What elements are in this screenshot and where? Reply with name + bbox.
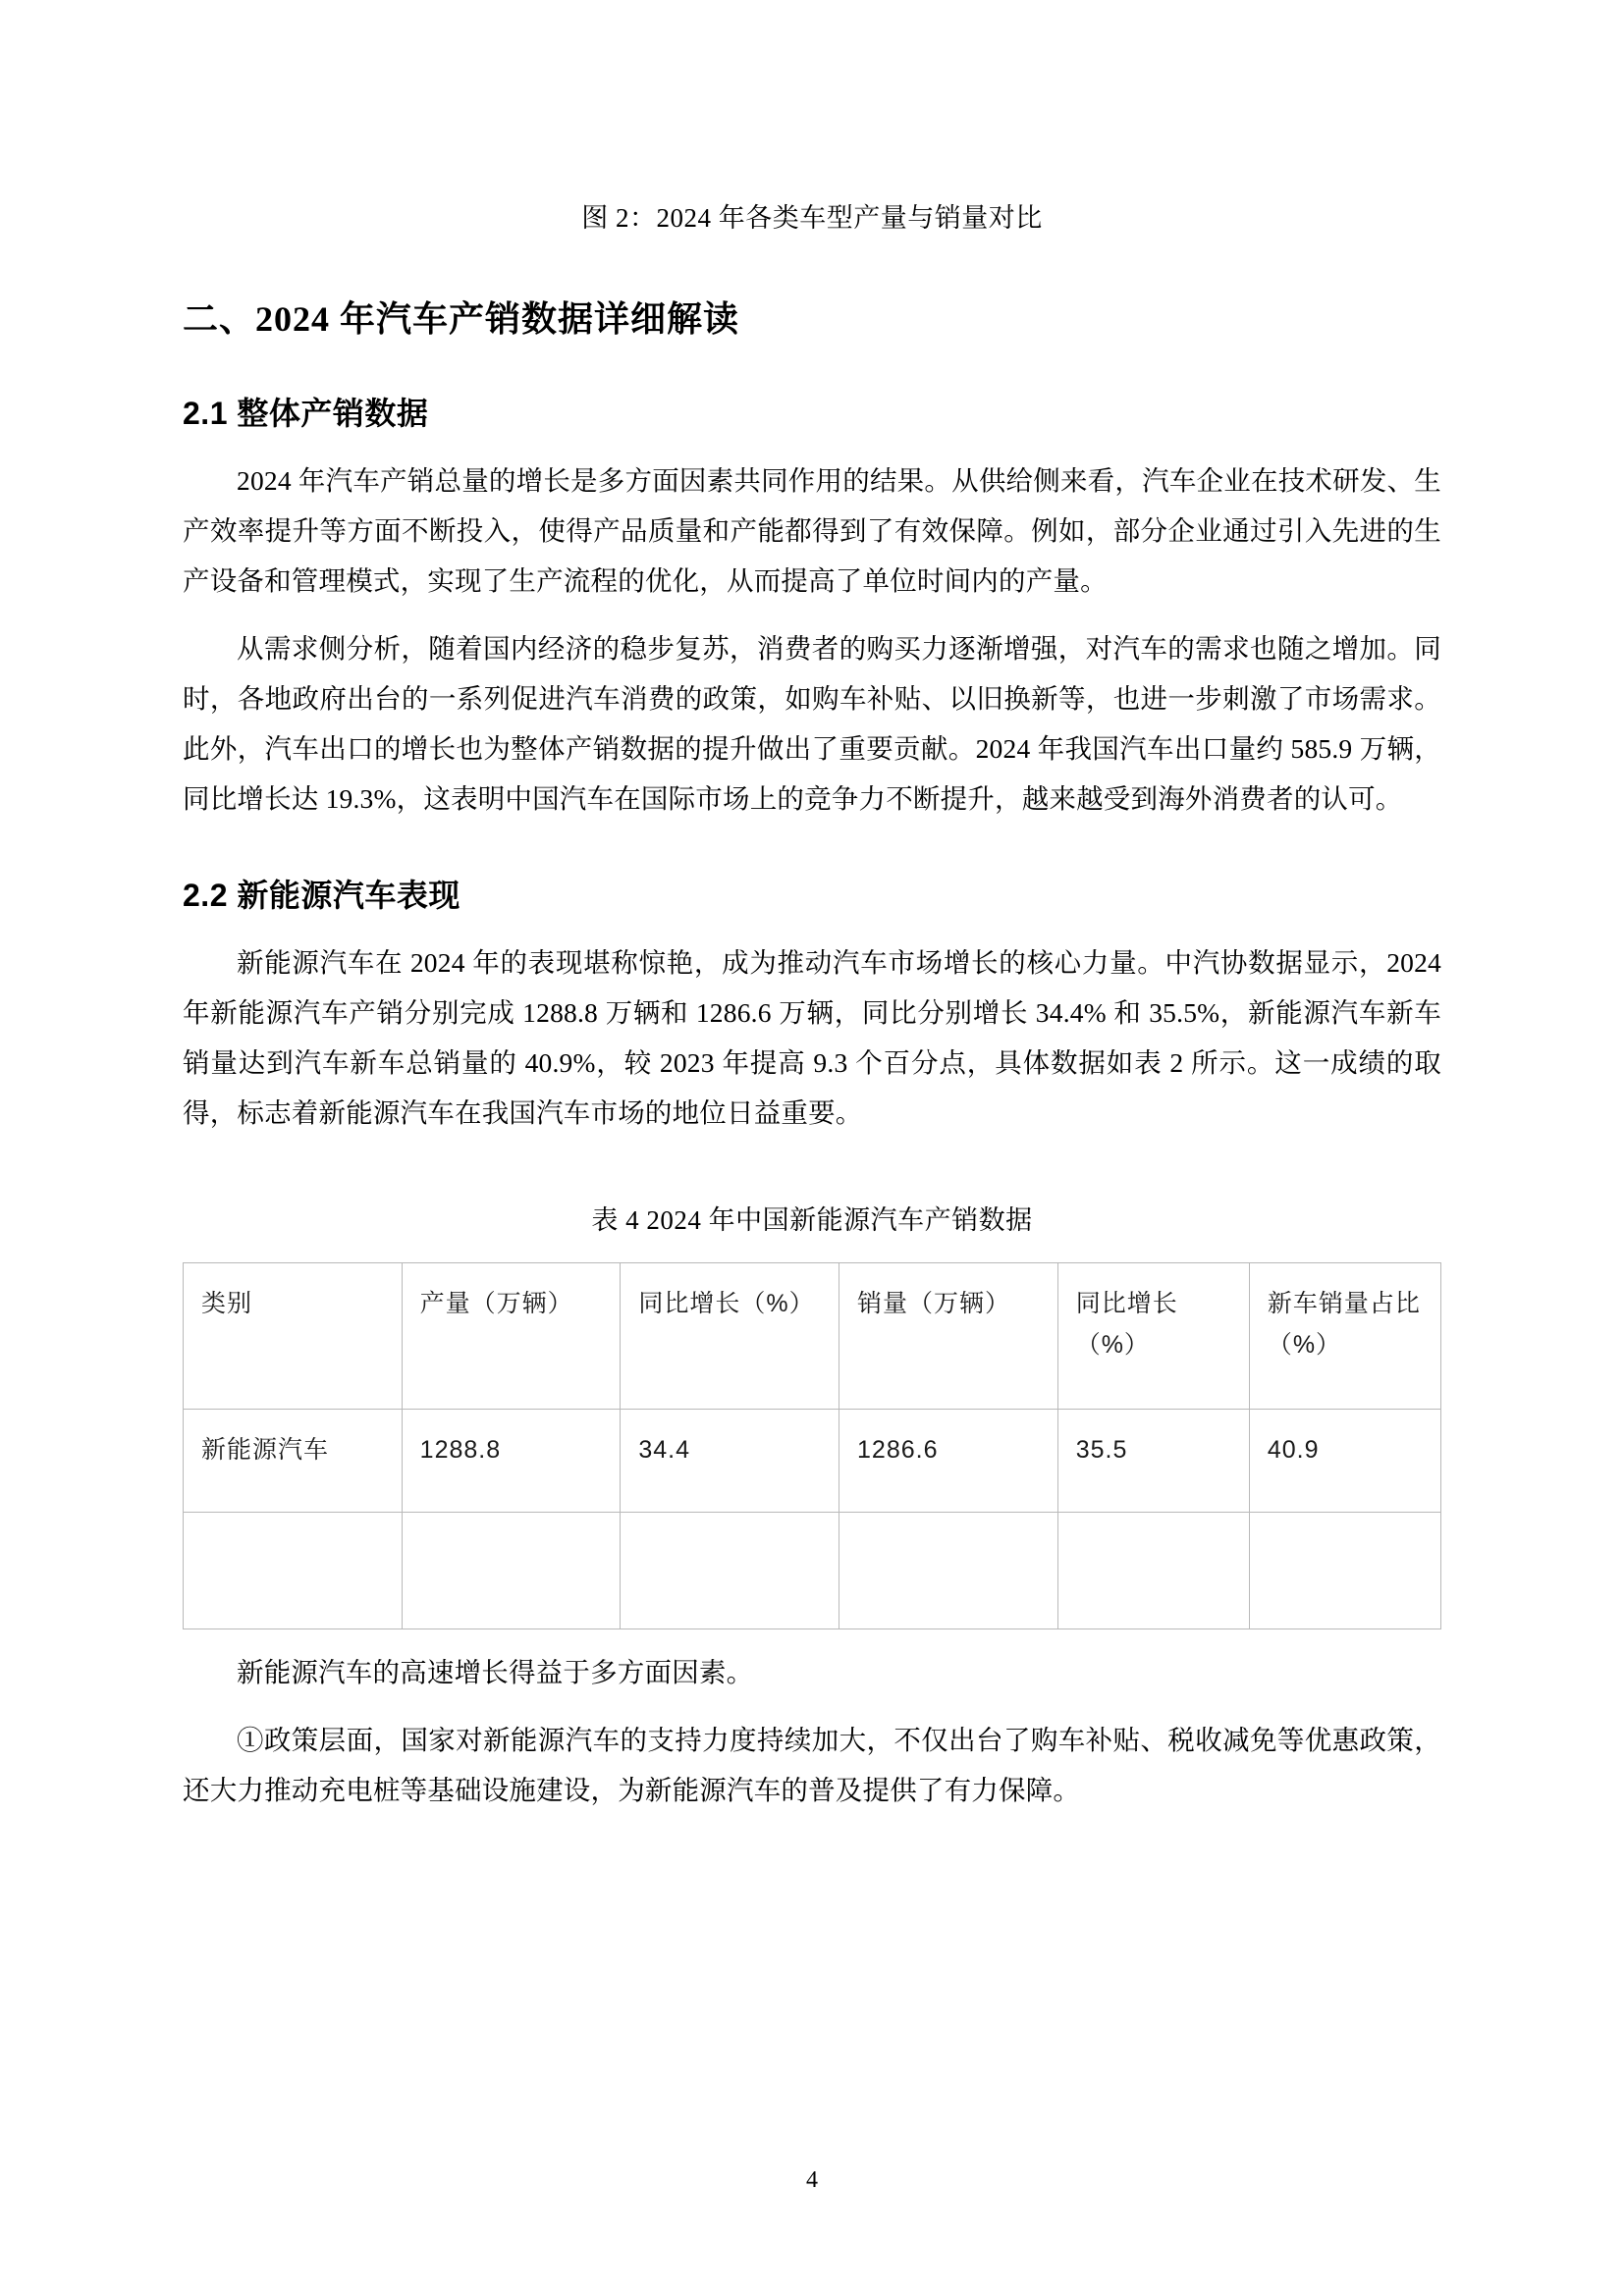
table-cell: 35.5 — [1057, 1410, 1249, 1513]
table-header-cell: 产量（万辆） — [402, 1263, 621, 1410]
table-caption: 表 4 2024 年中国新能源汽车产销数据 — [591, 1205, 1033, 1235]
table-header-row — [184, 1263, 1441, 1410]
table-cell: 新能源汽车 — [184, 1410, 403, 1513]
table-header-cell: 新车销量占比（%） — [1249, 1263, 1440, 1410]
table-cell: 40.9 — [1249, 1410, 1440, 1513]
table-cell — [839, 1513, 1058, 1629]
paragraph-2-1-1: 2024 年汽车产销总量的增长是多方面因素共同作用的结果。从供给侧来看，汽车企业在技术研发、生产效率提升等方面不断投入，使得产品质量和产能都得到了有效保障。例如，部分企业通过引入先进的生产设备和管理模式，实现了生产流程的优化，从而提高了单位时间内的产量。 — [183, 465, 1441, 596]
table-header-cell: 同比增长（%） — [621, 1263, 839, 1410]
paragraph-after-table-2: ①政策层面，国家对新能源汽车的支持力度持续加大，不仅出台了购车补贴、税收减免等优惠政策，还大力推动充电桩等基础设施建设，为新能源汽车的普及提供了有力保障。 — [183, 1725, 1441, 1805]
subsection-heading-2-2: 2.2 新能源汽车表现 — [183, 878, 460, 913]
table-cell — [1057, 1513, 1249, 1629]
table-cell — [184, 1513, 403, 1629]
section-heading: 二、2024 年汽车产销数据详细解读 — [183, 299, 740, 339]
paragraph-2-2-1: 新能源汽车在 2024 年的表现堪称惊艳，成为推动汽车市场增长的核心力量。中汽协数据显示，2024 年新能源汽车产销分别完成 1288.8 万辆和 1286.6 万辆，同比分别增长 34.4% 和 35.5%，新能源汽车新车销量达到汽车新车总销量的 40.9%，较 2023 年提高 9.3 个百分点，具体数据如表 2 所示。这一成绩的取得，标志着新能源汽车在我国汽车市场的地位日益重要。 — [183, 947, 1441, 1128]
table-cell — [402, 1513, 621, 1629]
table-header-cell: 同比增长（%） — [1057, 1263, 1249, 1410]
table-cell — [621, 1513, 839, 1629]
table-cell: 1286.6 — [839, 1410, 1058, 1513]
nev-production-sales-table — [183, 1262, 1441, 1629]
page-number: 4 — [806, 2167, 818, 2193]
table-cell: 34.4 — [621, 1410, 839, 1513]
table-header-cell: 销量（万辆） — [839, 1263, 1058, 1410]
table-header-cell: 类别 — [184, 1263, 403, 1410]
table-cell: 1288.8 — [402, 1410, 621, 1513]
figure-caption: 图 2：2024 年各类车型产量与销量对比 — [581, 203, 1043, 233]
table-cell — [1249, 1513, 1440, 1629]
paragraph-after-table-1: 新能源汽车的高速增长得益于多方面因素。 — [237, 1657, 754, 1687]
paragraph-2-1-2: 从需求侧分析，随着国内经济的稳步复苏，消费者的购买力逐渐增强，对汽车的需求也随之增加。同时，各地政府出台的一系列促进汽车消费的政策，如购车补贴、以旧换新等，也进一步刺激了市场需求。 此外，汽车出口的增长也为整体产销数据的提升做出了重要贡献。2024 年我国汽车出口量约 585.9 万辆，同比增长达 19.3%，这表明中国汽车在国际市场上的竞争力不断提升，越来越受到海外消费者的认可。 — [183, 633, 1441, 814]
table-row — [184, 1410, 1441, 1513]
table-row — [184, 1513, 1441, 1629]
subsection-heading-2-1: 2.1 整体产销数据 — [183, 396, 429, 431]
